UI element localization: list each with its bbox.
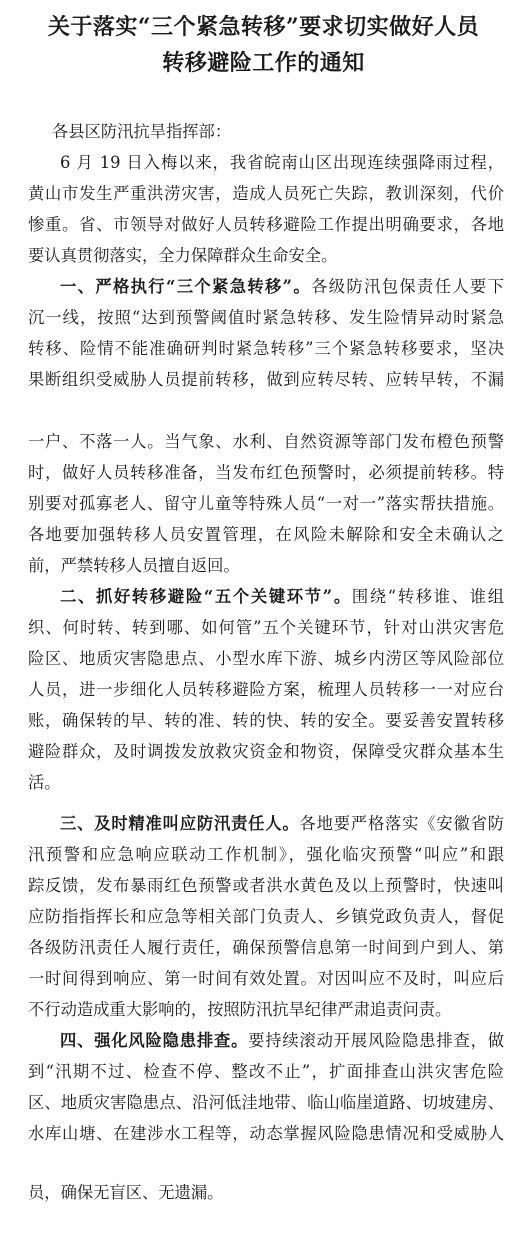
section-text: 各地要严格落实《安徽省防 bbox=[299, 814, 504, 833]
text-line: 险区、地质灾害隐患点、小型水库下游、城乡内涝区等风险部位 bbox=[28, 649, 504, 668]
text-line bbox=[60, 814, 504, 834]
text-line: 人员，进一步细化人员转移避险方案，梳理人员转移一一对应台 bbox=[28, 680, 504, 699]
text-line: 不行动造成重大影响的，按照防汛抗旱纪律严肃追责问责。 bbox=[28, 1000, 452, 1019]
document-title-line-1: 关于落实“三个紧急转移”要求切实做好人员 bbox=[47, 14, 480, 40]
text-line: 区、地质灾害隐患点、沿河低洼地带、临山临崖道路、切坡建房、 bbox=[28, 1093, 504, 1112]
text-line: 一户、不落一人。当气象、水利、自然资源等部门发布橙色预警 bbox=[28, 432, 504, 451]
section-text: 围绕“转移谁、谁组 bbox=[351, 587, 505, 606]
text-line: 各级防汛责任人履行责任，确保预警信息第一时间到户到人、第 bbox=[28, 938, 504, 957]
text-line: 员，确保无盲区、无遗漏。 bbox=[28, 1183, 224, 1202]
text-line: 各地要加强转移人员安置管理，在风险未解除和安全未确认之 bbox=[28, 525, 504, 544]
text-line: 时，做好人员转移准备，当发布红色预警时，必须提前转移。特 bbox=[28, 463, 504, 482]
text-line: 转移、险情不能准确研判时紧急转移”三个紧急转移要求，坚决 bbox=[28, 339, 504, 358]
section-heading: 三、及时精准叫应防汛责任人。 bbox=[60, 814, 300, 833]
text-line: 沉一线，按照“达到预警阈值时紧急转移、发生险情异动时紧急 bbox=[28, 308, 504, 327]
section-text: 各级防汛包保责任人要下 bbox=[311, 277, 504, 296]
text-line: 活。 bbox=[28, 773, 61, 792]
section-heading: 一、严格执行“三个紧急转移”。 bbox=[60, 277, 312, 296]
text-line bbox=[60, 1031, 504, 1051]
text-line: 果断组织受威胁人员提前转移，做到应转尽转、应转早转，不漏 bbox=[28, 370, 504, 389]
text-line: 一时间得到响应、第一时间有效处置。对因叫应不及时，叫应后 bbox=[28, 969, 504, 988]
document-title-line-2: 转移避险工作的通知 bbox=[162, 50, 365, 76]
text-line: 6 月 19 日入梅以来，我省皖南山区出现连续强降雨过程， bbox=[60, 153, 504, 172]
text-line: 水库山塘、在建涉水工程等，动态掌握风险隐患情况和受威胁人 bbox=[28, 1124, 504, 1143]
text-line: 汛预警和应急响应联动工作机制》，强化临灾预警“叫应”和跟 bbox=[28, 845, 504, 864]
section-heading: 二、抓好转移避险“五个关键环节”。 bbox=[60, 587, 352, 606]
text-line bbox=[60, 277, 504, 297]
text-line: 避险群众，及时调拨发放救灾资金和物资，保障受灾群众基本生 bbox=[28, 742, 504, 761]
text-line: 应防指指挥长和应急等相关部门负责人、乡镇党政负责人，督促 bbox=[28, 907, 504, 926]
text-line: 惨重。省、市领导对做好人员转移避险工作提出明确要求，各地 bbox=[28, 215, 504, 234]
text-line: 到“汛期不过、检查不停、整改不止”，扩面排查山洪灾害危险 bbox=[28, 1062, 504, 1081]
text-line: 账，确保转的早、转的准、转的快、转的安全。要妥善安置转移 bbox=[28, 711, 504, 730]
text-line: 踪反馈，发布暴雨红色预警或者洪水黄色及以上预警时，快速叫 bbox=[28, 876, 504, 895]
section-text: 要持续滚动开展风险隐患排查，做 bbox=[248, 1031, 504, 1050]
text-line: 别要对孤寡老人、留守儿童等特殊人员“一对一”落实帮扶措施。 bbox=[28, 494, 504, 513]
text-line: 前，严禁转移人员擅自返回。 bbox=[28, 556, 240, 575]
section-heading: 四、强化风险隐患排查。 bbox=[60, 1031, 249, 1050]
salutation: 各县区防汛抗旱指挥部： bbox=[52, 122, 232, 141]
text-line: 要认真贯彻落实，全力保障群众生命安全。 bbox=[28, 246, 338, 265]
text-line: 织、何时转、转到哪、如何管”五个关键环节，针对山洪灾害危 bbox=[28, 618, 504, 637]
text-line bbox=[60, 587, 504, 607]
text-line: 黄山市发生严重洪涝灾害，造成人员死亡失踪，教训深刻，代价 bbox=[28, 184, 504, 203]
